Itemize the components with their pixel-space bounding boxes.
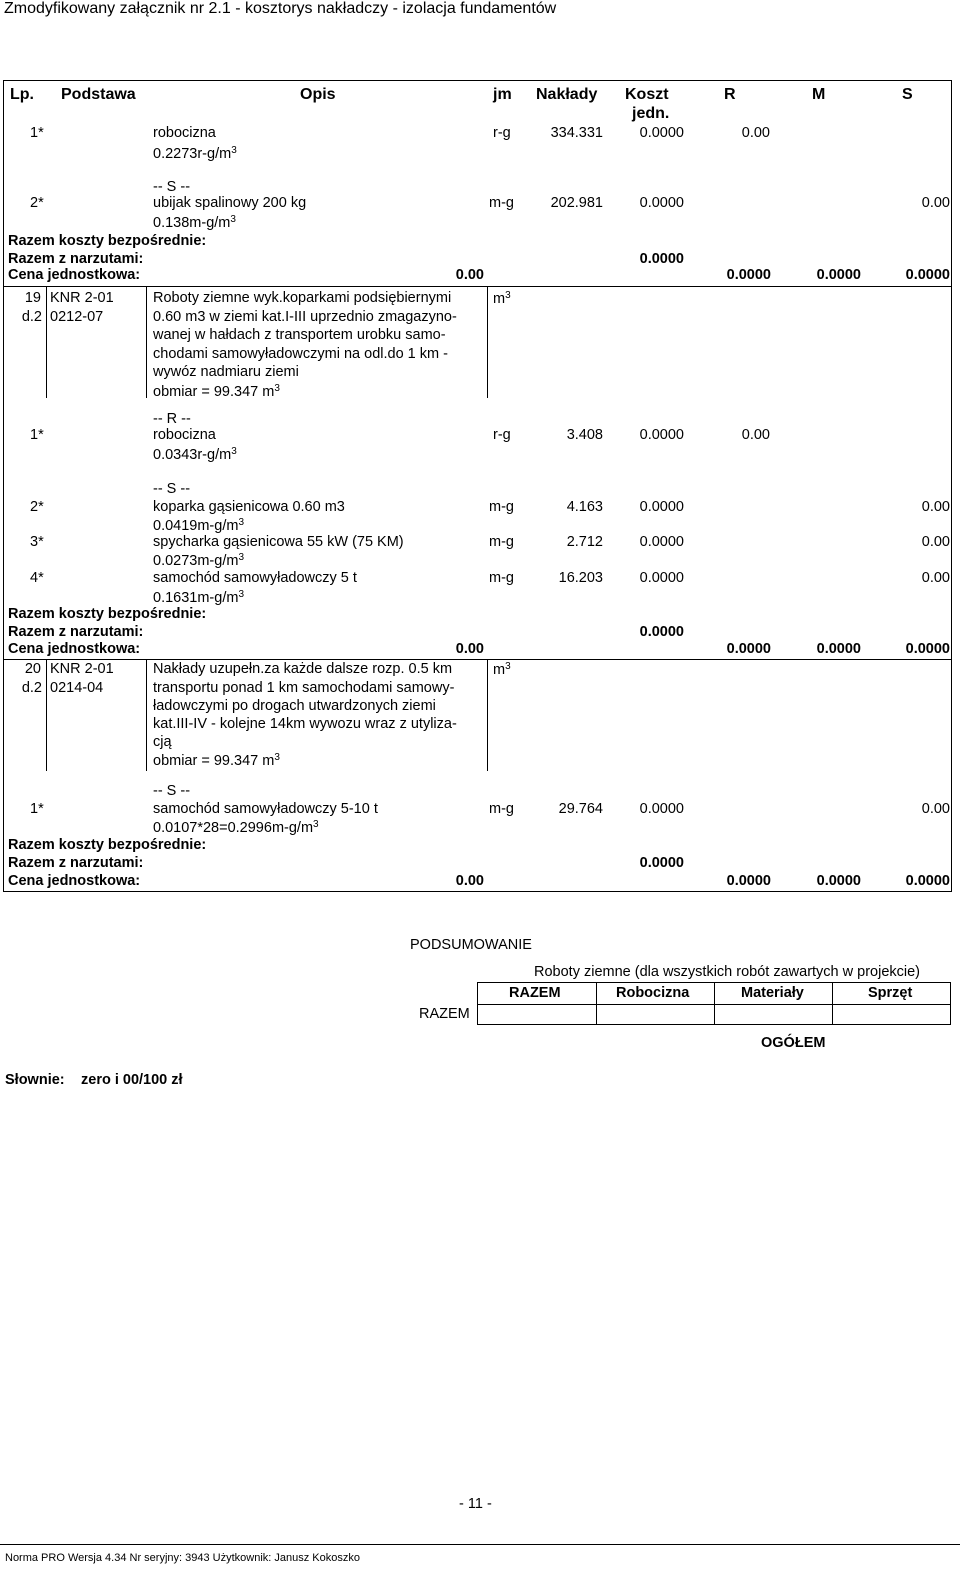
summary-cena: Cena jednostkowa: bbox=[8, 267, 141, 283]
superscript: 3 bbox=[230, 214, 236, 225]
cena-r-value: 0.0000 bbox=[726, 641, 771, 657]
resource-name: robocizna bbox=[153, 125, 216, 141]
resource-jm: m-g bbox=[489, 195, 514, 211]
summary-table-line bbox=[596, 982, 597, 1025]
summary-table-line bbox=[832, 982, 833, 1025]
position-desc-line: Roboty ziemne wyk.koparkami podsiębiernymi bbox=[153, 290, 452, 306]
summary-cena: Cena jednostkowa: bbox=[8, 641, 141, 657]
position-jm bbox=[493, 662, 511, 678]
col-divider bbox=[487, 659, 488, 771]
resource-lp: 3* bbox=[30, 534, 44, 550]
resource-jm: m-g bbox=[489, 499, 514, 515]
section-separator-s: -- S -- bbox=[153, 481, 191, 497]
footer-divider bbox=[0, 1544, 960, 1545]
position-obmiar bbox=[153, 753, 280, 769]
cena-m-value: 0.0000 bbox=[816, 641, 861, 657]
resource-lp: 1* bbox=[30, 125, 44, 141]
resource-s-value: 0.00 bbox=[921, 195, 950, 211]
summary-group-label: Roboty ziemne (dla wszystkich robót zawartych w projekcie) bbox=[534, 964, 920, 980]
resource-norm bbox=[153, 820, 319, 836]
footer-info: Norma PRO Wersja 4.34 Nr seryjny: 3943 Użytkownik: Janusz Kokoszko bbox=[5, 1552, 360, 1564]
resource-norm bbox=[153, 590, 244, 606]
cena-s-value: 0.0000 bbox=[905, 267, 950, 283]
jm-text: m bbox=[493, 291, 506, 307]
document-title: Zmodyfikowany załącznik nr 2.1 - kosztorys nakładczy - izolacja fundamentów bbox=[4, 0, 557, 17]
resource-jm: m-g bbox=[489, 534, 514, 550]
summary-row-razem: RAZEM bbox=[419, 1006, 470, 1022]
table-right-border bbox=[951, 80, 952, 892]
resource-jm: r-g bbox=[493, 125, 511, 141]
position-desc-line: transportu ponad 1 km samochodami samowy- bbox=[153, 680, 455, 696]
table-top-border bbox=[3, 80, 952, 81]
section-separator-s: -- S -- bbox=[153, 783, 191, 799]
resource-koszt: 0.0000 bbox=[639, 534, 684, 550]
summary-ogolem: OGÓŁEM bbox=[761, 1035, 826, 1051]
superscript: 3 bbox=[231, 145, 237, 156]
cena-m-value: 0.0000 bbox=[816, 873, 861, 889]
col-header-s: S bbox=[902, 86, 913, 103]
col-header-koszt-jedn: jedn. bbox=[632, 105, 670, 122]
superscript: 3 bbox=[274, 383, 280, 394]
resource-lp: 1* bbox=[30, 801, 44, 817]
resource-name: robocizna bbox=[153, 427, 216, 443]
col-header-opis: Opis bbox=[300, 86, 336, 103]
slownie-label: Słownie: bbox=[5, 1072, 65, 1088]
resource-koszt: 0.0000 bbox=[639, 801, 684, 817]
position-basis: KNR 2-01 bbox=[50, 290, 114, 306]
resource-r-value: 0.00 bbox=[741, 427, 770, 443]
position-desc-line: Nakłady uzupełn.za każde dalsze rozp. 0.5 km bbox=[153, 661, 453, 677]
col-header-jm: jm bbox=[493, 86, 512, 103]
position-desc-line: ładowczymi po drogach utwardzonych ziemi bbox=[153, 698, 436, 714]
col-divider bbox=[146, 286, 147, 398]
position-desc-line: cją bbox=[153, 734, 172, 750]
slownie-value: zero i 00/100 zł bbox=[81, 1072, 183, 1088]
resource-naklady: 334.331 bbox=[550, 125, 603, 141]
resource-norm bbox=[153, 215, 236, 231]
superscript: 3 bbox=[274, 752, 280, 763]
resource-name: koparka gąsienicowa 0.60 m3 bbox=[153, 499, 345, 515]
table-bottom-border bbox=[3, 891, 952, 892]
position-jm bbox=[493, 291, 511, 307]
superscript: 3 bbox=[505, 661, 511, 672]
resource-norm-text: 0.0419m-g/m bbox=[153, 518, 239, 534]
table-left-border bbox=[3, 80, 4, 892]
position-desc-line: chodami samowyładowczymi na odl.do 1 km - bbox=[153, 346, 448, 362]
resource-norm bbox=[153, 518, 244, 534]
cena-s-value: 0.0000 bbox=[905, 873, 950, 889]
resource-norm-text: 0.0343r-g/m bbox=[153, 447, 232, 463]
resource-norm bbox=[153, 553, 244, 569]
position-desc-line: kat.III-IV - kolejne 14km wywozu wraz z utyliza- bbox=[153, 716, 457, 732]
col-header-r: R bbox=[724, 86, 736, 103]
col-divider bbox=[146, 659, 147, 771]
superscript: 3 bbox=[313, 819, 319, 830]
summary-narzut-value: 0.0000 bbox=[639, 855, 684, 871]
col-header-m: M bbox=[812, 86, 826, 103]
resource-s-value: 0.00 bbox=[921, 534, 950, 550]
cena-value: 0.00 bbox=[455, 267, 484, 283]
col-header-naklady: Nakłady bbox=[536, 86, 598, 103]
summary-cena: Cena jednostkowa: bbox=[8, 873, 141, 889]
resource-s-value: 0.00 bbox=[921, 801, 950, 817]
summary-razem-narzut: Razem z narzutami: bbox=[8, 251, 144, 267]
summary-razem-narzut: Razem z narzutami: bbox=[8, 624, 144, 640]
jm-text: m bbox=[493, 662, 506, 678]
resource-name: ubijak spalinowy 200 kg bbox=[153, 195, 307, 211]
summary-table-line bbox=[950, 982, 951, 1025]
page-number: - 11 - bbox=[459, 1496, 492, 1512]
summary-title: PODSUMOWANIE bbox=[410, 937, 532, 953]
cena-r-value: 0.0000 bbox=[726, 267, 771, 283]
col-divider bbox=[46, 659, 47, 771]
resource-name: samochód samowyładowczy 5 t bbox=[153, 570, 357, 586]
summary-razem-koszty: Razem koszty bezpośrednie: bbox=[8, 606, 207, 622]
position-number-suffix: d.2 bbox=[21, 680, 42, 696]
summary-col-sprzet: Sprzęt bbox=[868, 985, 913, 1001]
resource-naklady: 3.408 bbox=[566, 427, 603, 443]
obmiar-text: obmiar = 99.347 m bbox=[153, 384, 275, 400]
resource-koszt: 0.0000 bbox=[639, 125, 684, 141]
position-basis-code: 0212-07 bbox=[50, 309, 104, 325]
col-divider bbox=[46, 286, 47, 398]
resource-s-value: 0.00 bbox=[921, 570, 950, 586]
resource-s-value: 0.00 bbox=[921, 499, 950, 515]
col-header-koszt: Koszt bbox=[625, 86, 669, 103]
position-number: 20 bbox=[24, 661, 41, 677]
resource-lp: 2* bbox=[30, 195, 44, 211]
resource-lp: 2* bbox=[30, 499, 44, 515]
resource-koszt: 0.0000 bbox=[639, 570, 684, 586]
superscript: 3 bbox=[238, 517, 244, 528]
resource-jm: r-g bbox=[493, 427, 511, 443]
resource-name: spycharka gąsienicowa 55 kW (75 KM) bbox=[153, 534, 404, 550]
col-header-lp: Lp. bbox=[10, 86, 34, 103]
resource-naklady: 29.764 bbox=[558, 801, 603, 817]
resource-koszt: 0.0000 bbox=[639, 427, 684, 443]
position-basis: KNR 2-01 bbox=[50, 661, 114, 677]
resource-naklady: 16.203 bbox=[558, 570, 603, 586]
summary-razem-narzut: Razem z narzutami: bbox=[8, 855, 144, 871]
position-desc-line: wywóz nadmiaru ziemi bbox=[153, 364, 299, 380]
cena-value: 0.00 bbox=[455, 641, 484, 657]
obmiar-text: obmiar = 99.347 m bbox=[153, 753, 275, 769]
position-desc-line: 0.60 m3 w ziemi kat.I-III uprzednio zmagazyno- bbox=[153, 309, 457, 325]
resource-lp: 4* bbox=[30, 570, 44, 586]
superscript: 3 bbox=[238, 589, 244, 600]
summary-razem-koszty: Razem koszty bezpośrednie: bbox=[8, 837, 207, 853]
cena-value: 0.00 bbox=[455, 873, 484, 889]
summary-table-line bbox=[714, 982, 715, 1025]
resource-name: samochód samowyładowczy 5-10 t bbox=[153, 801, 378, 817]
resource-naklady: 4.163 bbox=[566, 499, 603, 515]
position-desc-line: wanej w hałdach z transportem urobku samo- bbox=[153, 327, 446, 343]
position-number: 19 bbox=[24, 290, 41, 306]
summary-narzut-value: 0.0000 bbox=[639, 624, 684, 640]
resource-jm: m-g bbox=[489, 570, 514, 586]
col-divider bbox=[487, 286, 488, 398]
superscript: 3 bbox=[231, 446, 237, 457]
resource-koszt: 0.0000 bbox=[639, 195, 684, 211]
summary-col-materialy: Materiały bbox=[741, 985, 804, 1001]
superscript: 3 bbox=[505, 290, 511, 301]
resource-naklady: 202.981 bbox=[550, 195, 603, 211]
section-separator-r: -- R -- bbox=[153, 411, 191, 427]
resource-norm-text: 0.0273m-g/m bbox=[153, 553, 239, 569]
resource-koszt: 0.0000 bbox=[639, 499, 684, 515]
resource-r-value: 0.00 bbox=[741, 125, 770, 141]
resource-norm-text: 0.138m-g/m bbox=[153, 215, 231, 231]
position-basis-code: 0214-04 bbox=[50, 680, 104, 696]
summary-col-robocizna: Robocizna bbox=[616, 985, 690, 1001]
section-separator-s: -- S -- bbox=[153, 179, 191, 195]
resource-norm-text: 0.2273r-g/m bbox=[153, 146, 232, 162]
summary-table-line bbox=[477, 982, 478, 1025]
cena-s-value: 0.0000 bbox=[905, 641, 950, 657]
summary-narzut-value: 0.0000 bbox=[639, 251, 684, 267]
resource-norm-text: 0.1631m-g/m bbox=[153, 590, 239, 606]
position-obmiar bbox=[153, 384, 280, 400]
position-number-suffix: d.2 bbox=[21, 309, 42, 325]
resource-lp: 1* bbox=[30, 427, 44, 443]
col-header-podstawa: Podstawa bbox=[61, 86, 136, 103]
cena-r-value: 0.0000 bbox=[726, 873, 771, 889]
resource-norm-text: 0.0107*28=0.2996m-g/m bbox=[153, 820, 314, 836]
summary-col-razem: RAZEM bbox=[509, 985, 561, 1001]
resource-norm bbox=[153, 146, 237, 162]
summary-razem-koszty: Razem koszty bezpośrednie: bbox=[8, 233, 207, 249]
resource-norm bbox=[153, 447, 237, 463]
cena-m-value: 0.0000 bbox=[816, 267, 861, 283]
resource-jm: m-g bbox=[489, 801, 514, 817]
resource-naklady: 2.712 bbox=[566, 534, 603, 550]
superscript: 3 bbox=[238, 552, 244, 563]
